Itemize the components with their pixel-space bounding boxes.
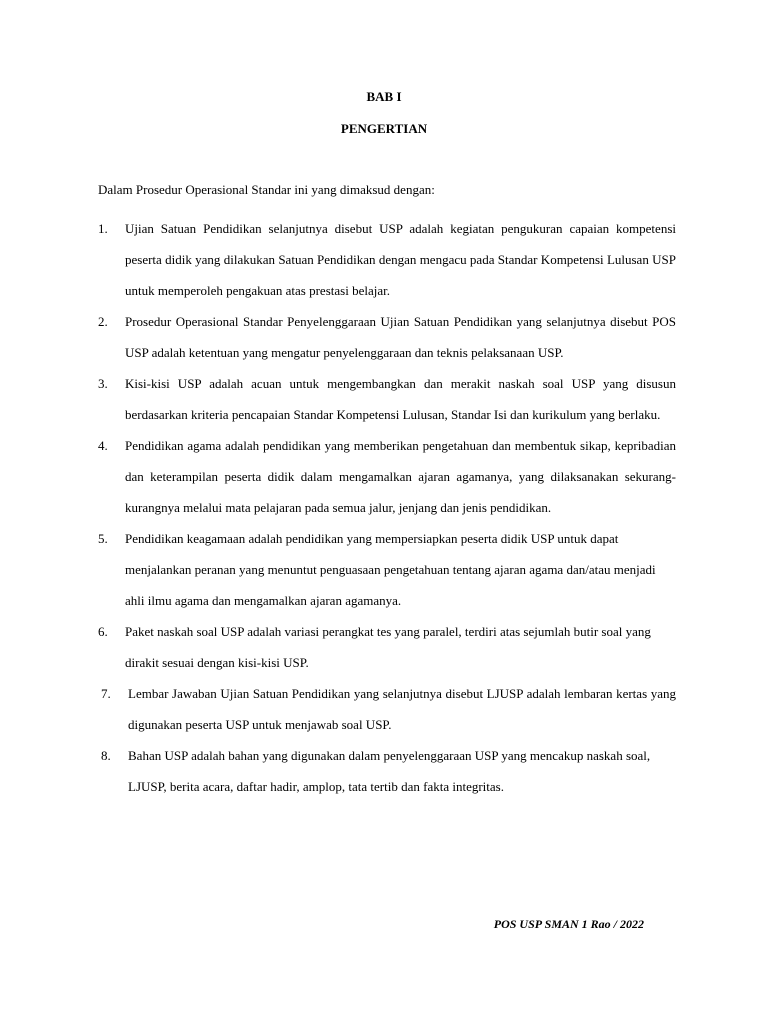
definition-list: [98, 213, 676, 802]
definition-number: 3.: [98, 376, 108, 391]
definition-item-1: [98, 213, 676, 306]
definition-number: 7.: [101, 686, 111, 701]
definition-text: Paket naskah soal USP adalah variasi perangkat tes yang paralel, terdiri atas sejumlah butir soal yang dirakit sesuai dengan kisi-kisi USP.: [125, 624, 651, 670]
definition-text: Pendidikan agama adalah pendidikan yang memberikan pengetahuan dan membentuk sikap, kepribadian dan keterampilan peserta didik dalam mengamalkan ajaran agamanya, yang dilaksanakan sekurang-kurangnya melalui mata pelajaran pada semua jalur, jenjang dan jenis pendidikan.: [125, 438, 676, 515]
definition-text: Pendidikan keagamaan adalah pendidikan yang mempersiapkan peserta didik USP untuk dapat menjalankan peranan yang menuntut penguasaan pengetahuan tentang ajaran agama dan/atau menjadi ahli ilmu agama dan mengamalkan ajaran agamanya.: [125, 531, 656, 608]
definition-text: Kisi-kisi USP adalah acuan untuk mengembangkan dan merakit naskah soal USP yang disusun berdasarkan kriteria pencapaian Standar Kompetensi Lulusan, Standar Isi dan kurikulum yang berlaku.: [125, 376, 676, 422]
definition-number: 1.: [98, 221, 108, 236]
definition-item-4: [98, 430, 676, 523]
definition-number: 5.: [98, 531, 108, 546]
definition-text: Ujian Satuan Pendidikan selanjutnya disebut USP adalah kegiatan pengukuran capaian kompetensi peserta didik yang dilakukan Satuan Pendidikan dengan mengacu pada Standar Kompetensi Lulusan USP untuk memperoleh pengakuan atas prestasi belajar.: [125, 221, 676, 298]
definition-text: Lembar Jawaban Ujian Satuan Pendidikan yang selanjutnya disebut LJUSP adalah lembaran kertas yang digunakan peserta USP untuk menjawab soal USP.: [128, 686, 676, 732]
definition-text: Bahan USP adalah bahan yang digunakan dalam penyelenggaraan USP yang mencakup naskah soal, LJUSP, berita acara, daftar hadir, amplop, tata tertib dan fakta integritas.: [128, 748, 651, 794]
definition-text: Prosedur Operasional Standar Penyelenggaraan Ujian Satuan Pendidikan yang selanjutnya disebut POS USP adalah ketentuan yang mengatur penyelenggaraan dan teknis pelaksanaan USP.: [125, 314, 676, 360]
definition-number: 8.: [101, 748, 111, 763]
definition-number: 4.: [98, 438, 108, 453]
page-footer: POS USP SMAN 1 Rao / 2022: [493, 917, 644, 931]
chapter-number: BAB I: [366, 89, 402, 104]
definition-number: 6.: [98, 624, 108, 639]
definition-item-7: [98, 678, 676, 740]
definition-item-2: [98, 306, 676, 368]
definition-item-3: [98, 368, 676, 430]
chapter-title: PENGERTIAN: [340, 121, 428, 136]
intro-paragraph: Dalam Prosedur Operasional Standar ini yang dimaksud dengan:: [98, 182, 435, 197]
definition-number: 2.: [98, 314, 108, 329]
definition-item-6: [98, 616, 676, 678]
definition-item-8: [98, 740, 676, 802]
definition-item-5: [98, 523, 676, 616]
